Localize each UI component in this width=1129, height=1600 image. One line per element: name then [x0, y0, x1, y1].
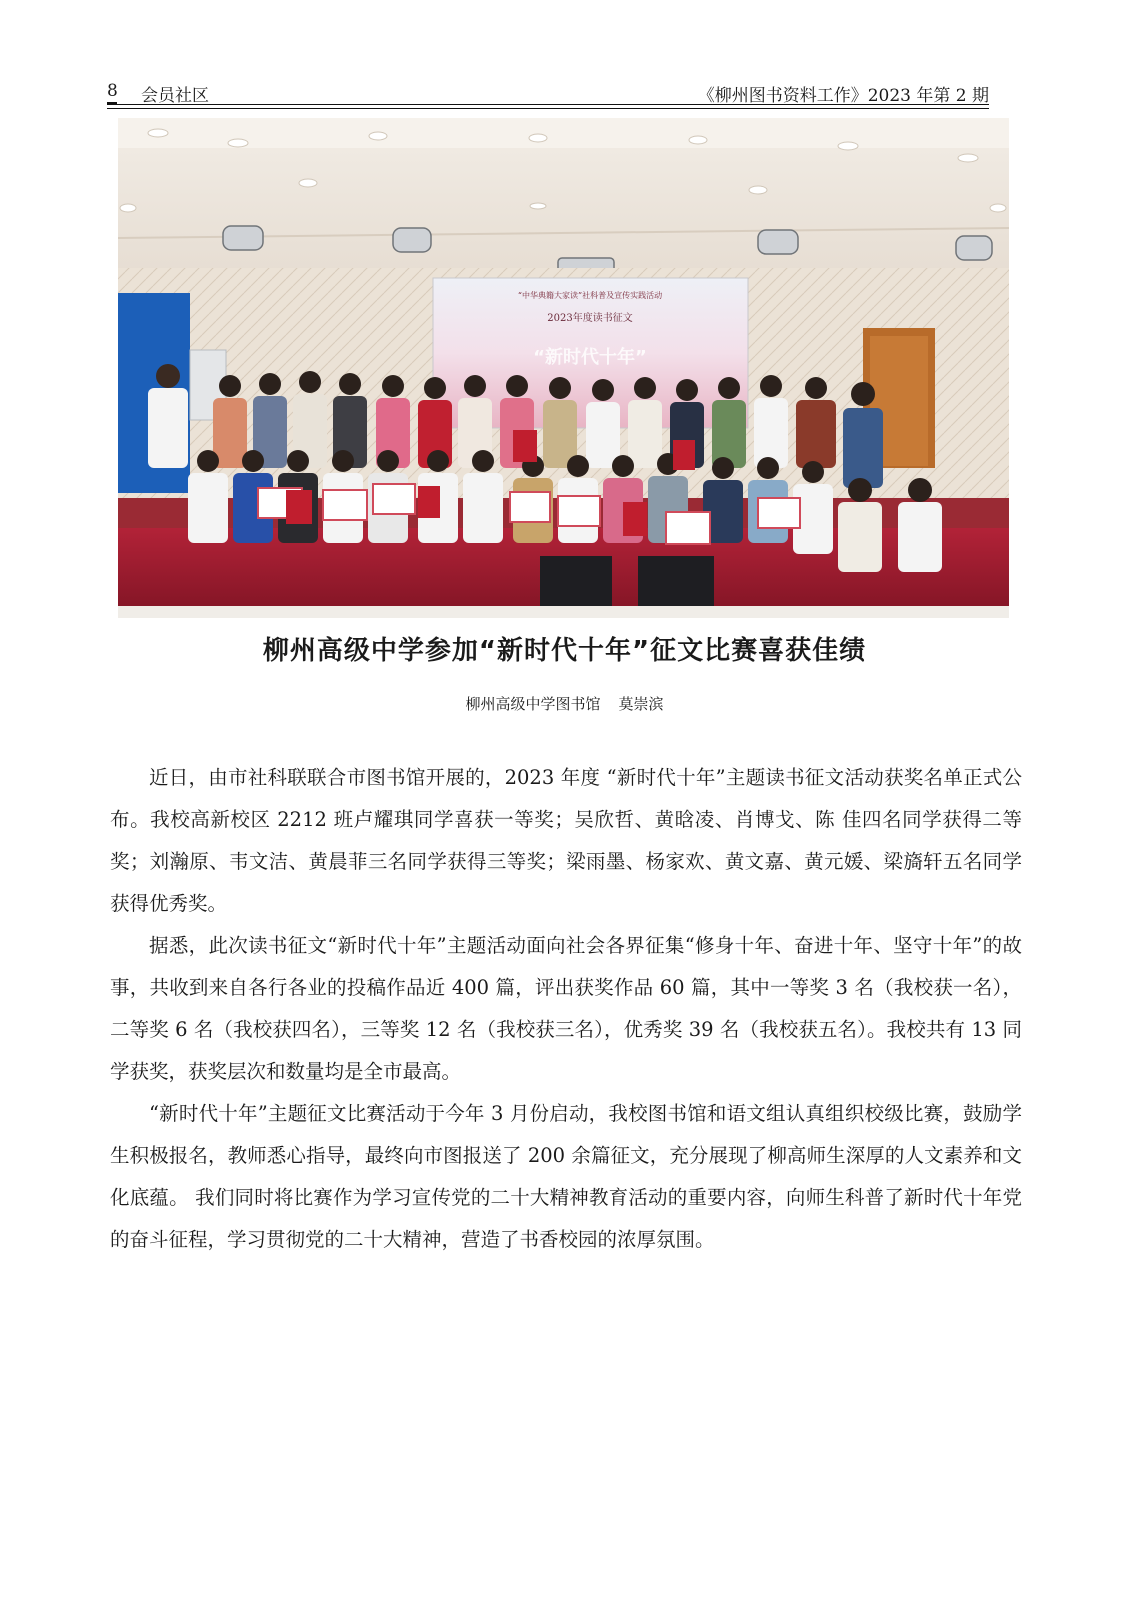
screen-text-1: “中华典籍大家读”社科普及宣传实践活动 [517, 291, 663, 300]
byline [0, 693, 1129, 714]
article-body [110, 757, 1022, 1261]
paragraph-1: 近日，由市社科联联合市图书馆开展的，2023 年度 “新时代十年”主题读书征文活动获奖名单正式公布。我校高新校区 2212 班卢耀琪同学喜获一等奖；吴欣哲、黄晗凌、肖博戈、陈 佳四名同学获得二等奖；刘瀚原、韦文洁、黄晨菲三名同学获得三等奖；梁雨墨、杨家欢、黄文嘉、黄元媛、梁旖轩五名同学获得优秀奖。 [110, 766, 1022, 915]
paragraph-2: 据悉，此次读书征文“新时代十年”主题活动面向社会各界征集“修身十年、奋进十年、坚守十年”的故事，共收到来自各行各业的投稿作品近 400 篇，评出获奖作品 60 篇，其中一等奖 3 名（我校获一名），二等奖 6 名（我校获四名），三等奖 12 名（我校获三名），优秀奖 39 名（我校获五名）。我校共有 13 同学获奖，获奖层次和数量均是全市最高。 [110, 934, 1022, 1083]
section-name: 会员社区 [141, 86, 209, 106]
header-rule-thin [107, 108, 989, 109]
page-number: 8 [107, 81, 118, 101]
group-photo [118, 118, 1009, 618]
journal-issue: 《柳州图书资料工作》2023 年第 2 期 [697, 86, 989, 106]
screen-text-3: “新时代十年” [533, 347, 647, 368]
byline-author: 莫崇滨 [618, 695, 664, 713]
screen-text-2: 2023年度读书征文 [547, 313, 633, 324]
byline-organization: 柳州高级中学图书馆 [465, 695, 601, 713]
running-header [107, 78, 989, 106]
paragraph-3: “新时代十年”主题征文比赛活动于今年 3 月份启动，我校图书馆和语文组认真组织校级比赛，鼓励学生积极报名，教师悉心指导，最终向市图报送了 200 余篇征文，充分展现了柳高师生深厚的人文素养和文化底蕴。 我们同时将比赛作为学习宣传党的二十大精神教育活动的重要内容，向师生科普了新时代十年党的奋斗征程，学习贯彻党的二十大精神，营造了书香校园的浓厚氛围。 [110, 1102, 1022, 1251]
article-title: 柳州高级中学参加“新时代十年”征文比赛喜获佳绩 [262, 636, 867, 666]
header-rule [107, 104, 989, 105]
